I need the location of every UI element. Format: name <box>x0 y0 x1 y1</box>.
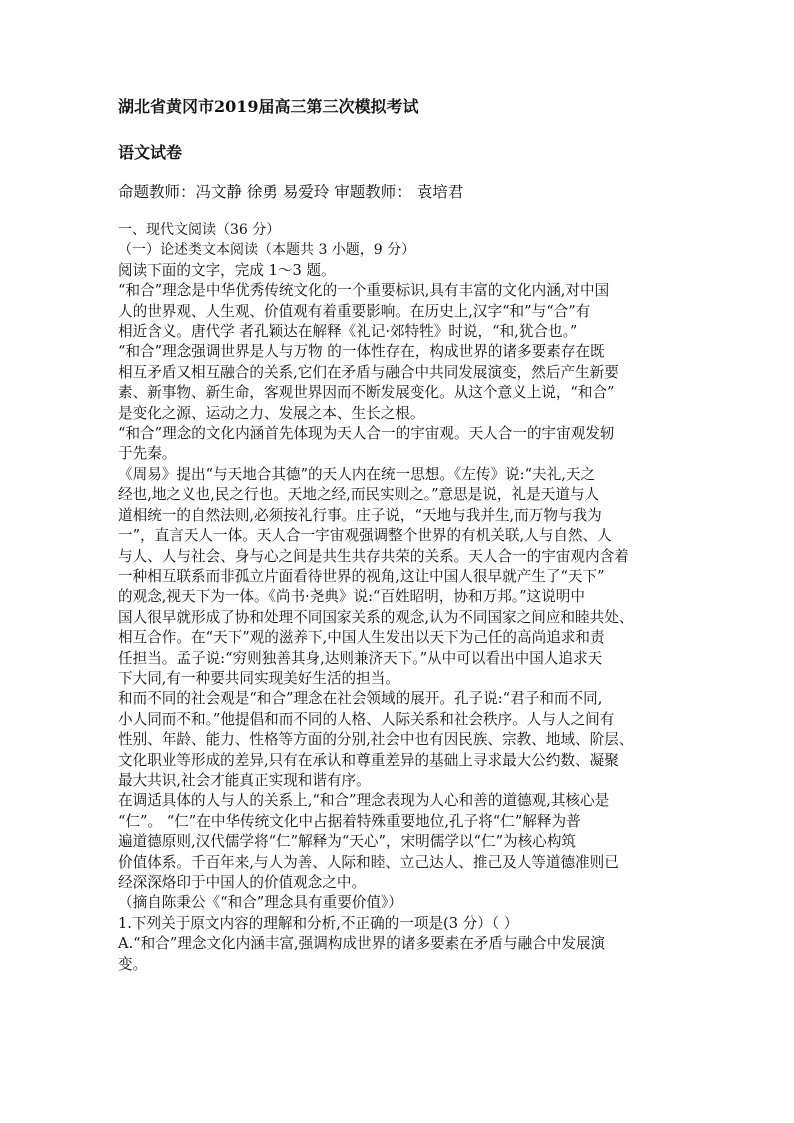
passage-line: 最大共识,社会才能真正实现和谐有序。 <box>118 771 371 789</box>
source-citation: （摘自陈秉公《“和合”理念具有重要价值》） <box>118 894 403 912</box>
passage-line: 与人、人与社会、身与心之间是共生共存共荣的关系。天人合一的宇宙观内含着 <box>118 547 629 565</box>
passage-line: “和合”理念的文化内涵首先体现为天人合一的宇宙观。天人合一的宇宙观发轫 <box>118 425 615 443</box>
reading-passage <box>118 220 684 975</box>
passage-line: 相近含义。唐代学 者孔颖达在解释《礼记·郊特牲》时说，“和,犹合也。” <box>118 323 578 341</box>
passage-line: 《周易》提出“与天地合其德”的天人内在统一思想。《左传》说:“夫礼,天之 <box>118 465 596 483</box>
passage-line: 于先秦。 <box>118 445 177 463</box>
option-a-continued: 变。 <box>118 955 148 973</box>
passage-line: “仁”。 “仁”在中华传统文化中占据着特殊重要地位,孔子将“仁”解释为普 <box>118 812 581 830</box>
option-a: A.“和合”理念文化内涵丰富,强调构成世界的诸多要素在矛盾与融合中发展演 <box>118 935 606 953</box>
passage-line: 遍道德原则,汉代儒学将“仁”解释为“天心”，宋明儒学以“仁”为核心构筑 <box>118 833 577 851</box>
passage-line: 性别、年龄、能力、性格等方面的分别,社会中也有因民族、宗教、地域、阶层、 <box>118 731 634 749</box>
passage-line: 下大同,有一种要共同实现美好生活的担当。 <box>118 669 400 687</box>
passage-line: 一种相互联系而非孤立片面看待世界的视角,这让中国人很早就产生了“天下” <box>118 567 605 585</box>
passage-line: 相互合作。在“天下”观的滋养下,中国人生发出以天下为己任的高尚追求和责 <box>118 629 605 647</box>
exam-subtitle: 语文试卷 <box>118 143 183 162</box>
passage-line: 和而不同的社会观是“和合”理念在社会领域的展开。孔子说:“君子和而不同, <box>118 690 603 708</box>
passage-line: 的观念,视天下为一体。《尚书·尧典》说:“百姓昭明，协和万邦。”这说明中 <box>118 588 585 606</box>
passage-line: 价值体系。千百年来,与人为善、人际和睦、立己达人、推己及人等道德准则已 <box>118 853 619 871</box>
passage-line: 任担当。孟子说:“穷则独善其身,达则兼济天下。”从中可以看出中国人追求天 <box>118 649 603 667</box>
subsection-heading: （一）论述类文本阅读（本题共 3 小题，9 分） <box>118 242 416 259</box>
passage-line: 相互矛盾又相互融合的关系,它们在矛盾与融合中共同发展演变，然后产生新要 <box>118 363 619 381</box>
passage-line: “和合”理念强调世界是人与万物 的一体性存在，构成世界的诸多要素存在既 <box>118 343 605 361</box>
passage-line: 小人同而不和。”他提倡和而不同的人格、人际关系和社会秩序。人与人之间有 <box>118 710 615 728</box>
passage-line: 经深深烙印于中国人的价值观念之中。 <box>118 874 367 891</box>
teachers-line: 命题教师：冯文静 徐勇 易爱玲 审题教师： 袁培君 <box>118 183 464 201</box>
question-stem: 1.下列关于原文内容的理解和分析,不正确的一项是(3 分）（ ） <box>118 914 519 932</box>
passage-line: 在调适具体的人与人的关系上,“和合”理念表现为人心和善的道德观,其核心是 <box>118 792 610 810</box>
passage-line: 经也,地之义也,民之行也。天地之经,而民实则之。”意思是说，礼是天道与人 <box>118 486 600 504</box>
section-heading: 一、现代文阅读（36 分） <box>118 222 281 238</box>
passage-line: 国人很早就形成了协和处理不同国家关系的观念,认为不同国家之间应和睦共处、 <box>118 608 634 626</box>
reading-instruction: 阅读下面的文字，完成 1～3 题。 <box>118 261 336 279</box>
passage-line: 人的世界观、人生观、价值观有着重要影响。在历史上,汉字“和”与“合”有 <box>118 302 591 320</box>
passage-line: “和合”理念是中华优秀传统文化的一个重要标识,具有丰富的文化内涵,对中国 <box>118 282 610 300</box>
exam-title: 湖北省黄冈市2019届高三第三次模拟考试 <box>118 97 419 116</box>
passage-line: 一”，直言天人一体。天人合一宇宙观强调整个世界的有机关联,人与自然、人 <box>118 527 612 545</box>
passage-line: 文化职业等形成的差异,只有在承认和尊重差异的基础上寻求最大公约数、凝聚 <box>118 751 619 769</box>
passage-line: 是变化之源、运动之力、发展之本、生长之根。 <box>118 404 425 422</box>
passage-line: 素、新事物、新生命，客观世界因而不断发展变化。从这个意义上说，“和合” <box>118 384 615 402</box>
passage-line: 道相统一的自然法则,必须按礼行事。庄子说，“天地与我并生,而万物与我为 <box>118 506 602 524</box>
